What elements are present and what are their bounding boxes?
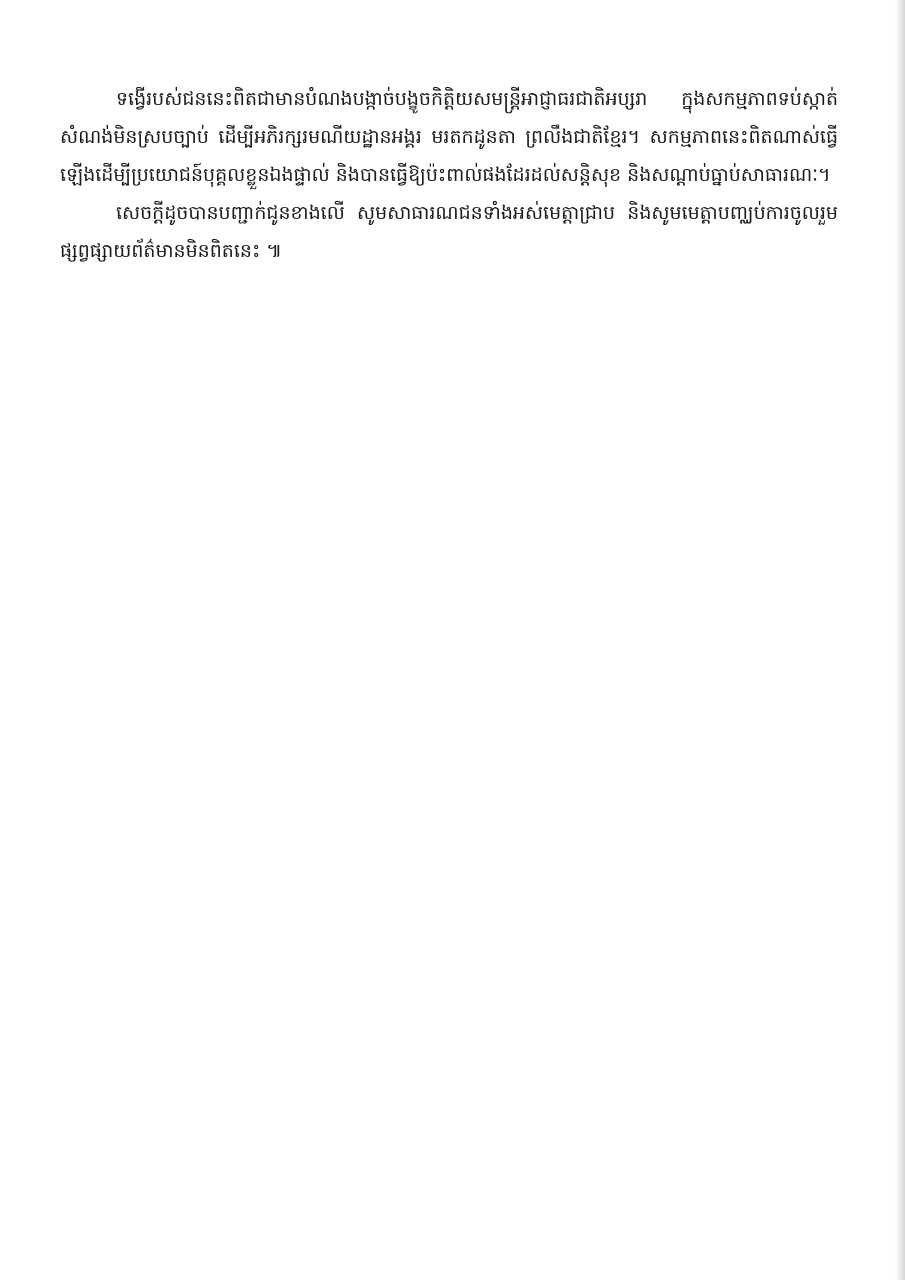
page-edge-shadow xyxy=(895,0,905,1280)
body-paragraph-2: សេចក្តីដូចបានបញ្ជាក់ជូនខាងលើ សូមសាធារណជនទាំងអស់មេត្តាជ្រាប និងសូមមេត្តាបញ្ឈប់ការចូលរួមផ្សព្វផ្សាយព័ត៌មានមិនពិតនេះ ៕ xyxy=(60,202,838,262)
body-paragraph-1: ទង្វើរបស់ជននេះពិតជាមានបំណងបង្កាច់បង្ខូចកិត្តិយសមន្ត្រីអាជ្ញាធរជាតិអប្សរា ក្នុងសកម្មភាពទប់ស្កាត់សំណង់មិនស្របច្បាប់ ដើម្បីអភិរក្សរមណីយដ្ឋានអង្គរ មរតកដូនតា ព្រលឹងជាតិខ្មែរ។ សកម្មភាពនេះពិតណាស់ធ្វើឡើងដើម្បីប្រយោជន៍បុគ្គលខ្លួនឯងផ្ទាល់ និងបានធ្វើឱ្យប៉ះពាល់ផងដែរដល់សន្តិសុខ និងសណ្តាប់ធ្នាប់សាធារណៈ។ xyxy=(60,88,838,186)
document-body xyxy=(60,80,838,270)
